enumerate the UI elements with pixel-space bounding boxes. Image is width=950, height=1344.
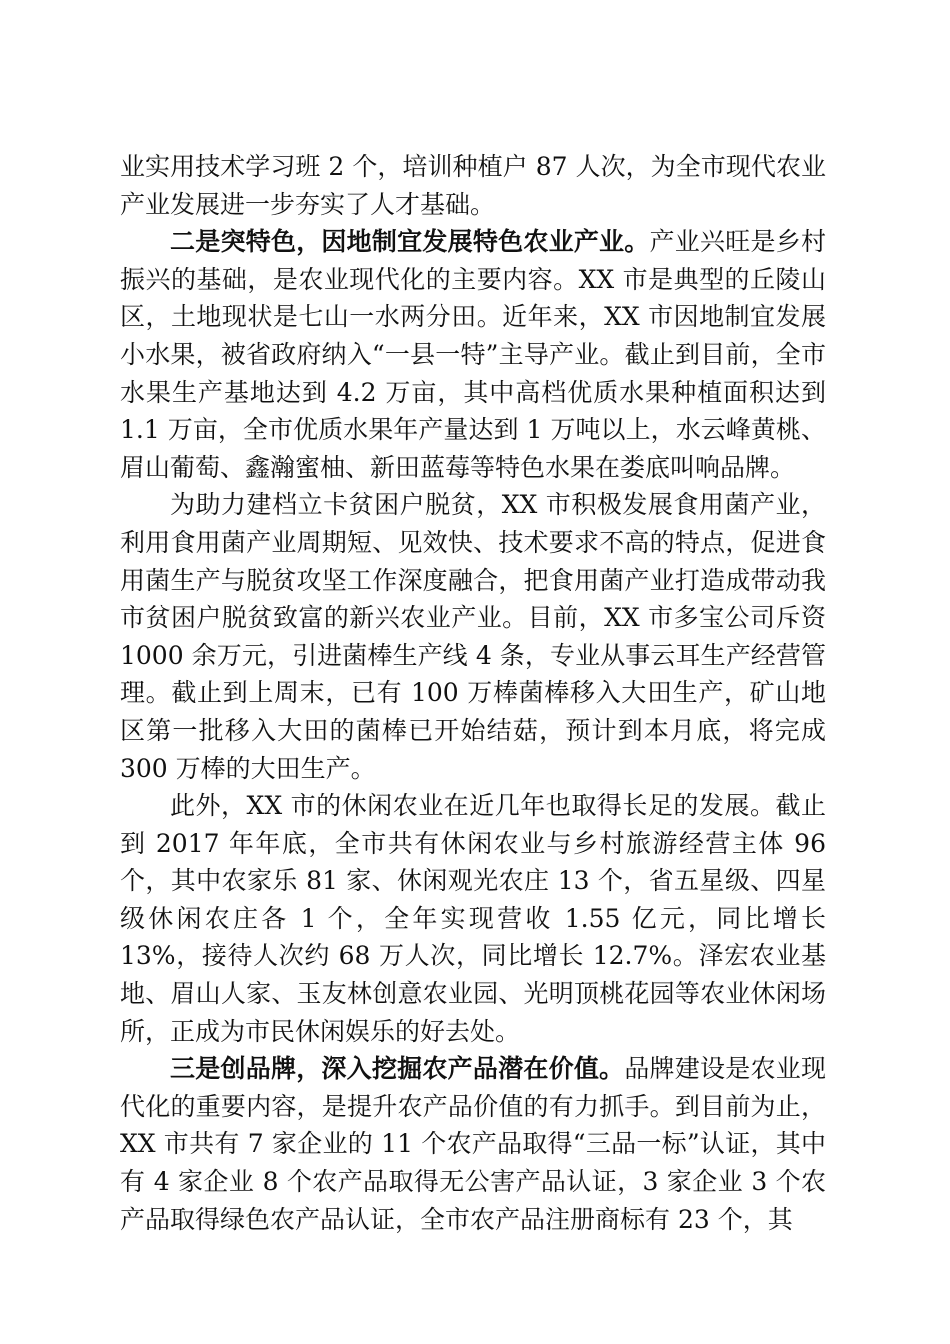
paragraph-specialty-agriculture [120,223,826,486]
paragraph-text: 业实用技术学习班 2 个，培训种植户 87 人次，为全市现代农业产业发展进一步夯实了人才基础。 [120,152,826,219]
paragraph-brand-building [120,1050,826,1238]
paragraph-lead-heading: 三是创品牌，深入挖掘农产品潜在价值。 [170,1054,625,1084]
paragraph-text: 此外，XX 市的休闲农业在近几年也取得长足的发展。截止到 2017 年年底，全市共有休闲农业与乡村旅游经营主体 96 个，其中农家乐 81 家、休闲观光农庄 13 个，省五星级、四星级休闲农庄各 1 个，全年实现营收 1.55 亿元，同比增长 13%，接待人次约 68 万人次，同比增长 12.7%。泽宏农业基地、眉山人家、玉友林创意农业园、光明顶桃花园等农业休闲场所，正成为市民休闲娱乐的好去处。 [120,791,826,1046]
paragraph-text: 产业兴旺是乡村振兴的基础，是农业现代化的主要内容。XX 市是典型的丘陵山区，土地现状是七山一水两分田。近年来，XX 市因地制宜发展小水果，被省政府纳入“一县一特”主导产业。截止到目前，全市水果生产基地达到 4.2 万亩，其中高档优质水果种植面积达到 1.1 万亩，全市优质水果年产量达到 1 万吨以上，水云峰黄桃、眉山葡萄、鑫瀚蜜柚、新田蓝莓等特色水果在娄底叫响品牌。 [120,227,826,482]
paragraph-training-continuation [120,148,826,223]
paragraph-edible-fungi [120,486,826,787]
paragraph-text: 品牌建设是农业现代化的重要内容，是提升农产品价值的有力抓手。到目前为止，XX 市共有 7 家企业的 11 个农产品取得“三品一标”认证，其中有 4 家企业 8 个农产品取得无公害产品认证，3 家企业 3 个农产品取得绿色农产品认证，全市农产品注册商标有 23 个，其 [120,1054,826,1234]
paragraph-leisure-agriculture [120,787,826,1050]
paragraph-text: 为助力建档立卡贫困户脱贫，XX 市积极发展食用菌产业，利用食用菌产业周期短、见效快、技术要求不高的特点，促进食用菌生产与脱贫攻坚工作深度融合，把食用菌产业打造成带动我市贫困户脱贫致富的新兴农业产业。目前，XX 市多宝公司斥资 1000 余万元，引进菌棒生产线 4 条，专业从事云耳生产经营管理。截止到上周末，已有 100 万棒菌棒移入大田生产，矿山地区第一批移入大田的菌棒已开始结菇，预计到本月底，将完成 300 万棒的大田生产。 [120,490,826,783]
document-body [120,148,826,1238]
paragraph-lead-heading: 二是突特色，因地制宜发展特色农业产业。 [170,227,650,257]
